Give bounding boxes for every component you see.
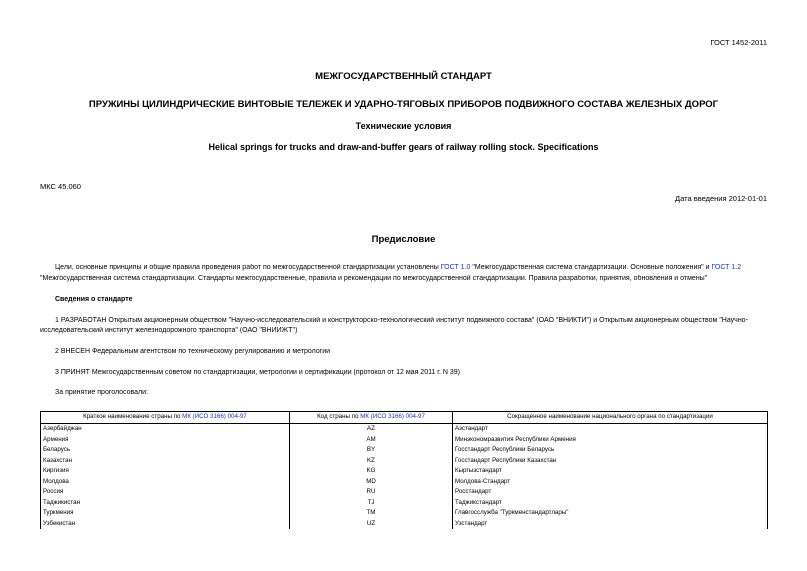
table-row xyxy=(41,508,768,519)
cell-code: RU xyxy=(290,487,453,498)
cell-standards-body: Госстандарт Республики Беларусь xyxy=(453,445,768,456)
cell-country: Россия xyxy=(41,487,290,498)
cell-standards-body: Госстандарт Республики Казахстан xyxy=(453,456,768,467)
cell-country: Киргизия xyxy=(41,466,290,477)
table-header-row xyxy=(41,412,768,424)
cell-code: KZ xyxy=(290,456,453,467)
table-row xyxy=(41,424,768,435)
gost-1-0-link[interactable]: ГОСТ 1.0 xyxy=(440,264,471,271)
cell-standards-body: Минэкономразвития Республики Армения xyxy=(453,435,768,446)
cell-country: Казахстан xyxy=(41,456,290,467)
cell-code: TM xyxy=(290,508,453,519)
standard-type-heading: МЕЖГОСУДАРСТВЕННЫЙ СТАНДАРТ xyxy=(315,71,492,82)
cell-standards-body: Узстандарт xyxy=(453,519,768,530)
cell-standards-body: Азстандарт xyxy=(453,424,768,435)
cell-country: Таджикистан xyxy=(41,498,290,509)
about-standard-heading: Сведения о стандарте xyxy=(55,296,133,303)
cell-country: Узбекистан xyxy=(41,519,290,530)
table-row xyxy=(41,477,768,488)
column-header-code: Код страны по МК (ИСО 3166) 004-97 xyxy=(290,412,453,424)
mk-iso-3166-link[interactable]: МК (ИСО 3166) 004-97 xyxy=(360,413,425,421)
cell-code: BY xyxy=(290,445,453,456)
table-row xyxy=(41,456,768,467)
cell-country: Молдова xyxy=(41,477,290,488)
cell-code: KG xyxy=(290,466,453,477)
cell-code: TJ xyxy=(290,498,453,509)
table-row xyxy=(41,519,768,530)
cell-code: AZ xyxy=(290,424,453,435)
table-row xyxy=(41,445,768,456)
cell-code: UZ xyxy=(290,519,453,530)
document-subtitle: Технические условия xyxy=(355,121,452,131)
cell-code: MD xyxy=(290,477,453,488)
cell-country: Азербайджан xyxy=(41,424,290,435)
introduced-by: 2 ВНЕСЕН Федеральным агентством по техническому регулированию и метрологии xyxy=(55,348,331,355)
column-header-country: Краткое наименование страны по МК (ИСО 3166) 004-97 xyxy=(41,412,290,424)
preface-paragraph-line-1 xyxy=(40,264,807,271)
cell-standards-body: Таджикстандарт xyxy=(453,498,768,509)
document-title: ПРУЖИНЫ ЦИЛИНДРИЧЕСКИЕ ВИНТОВЫЕ ТЕЛЕЖЕК И УДАРНО-ТЯГОВЫХ ПРИБОРОВ ПОДВИЖНОГО СОСТАВА ЖЕЛЕЗНЫХ ДОРОГ xyxy=(88,99,719,110)
voting-countries-table xyxy=(40,411,768,529)
preface-text: Цели, основные принципы и общие правила проведения работ по межгосударственной стандартизации установлены xyxy=(55,264,441,271)
preface-text: "Межгосударственная система стандартизации. Основные положения" и xyxy=(470,264,712,271)
voted-for-label: За принятие проголосовали: xyxy=(55,389,148,396)
table-row xyxy=(41,466,768,477)
developed-by-line-2: исследовательский институт железнодорожного транспорта" (ОАО "ВНИИЖТ") xyxy=(40,327,298,334)
column-header-standards-body: Сокращенное наименование национального органа по стандартизации xyxy=(453,412,768,424)
document-title-english: Helical springs for trucks and draw-and-buffer gears of railway rolling stock. Specifications xyxy=(208,142,599,152)
document-code: ГОСТ 1452-2011 xyxy=(710,38,767,47)
adopted-by: 3 ПРИНЯТ Межгосударственным советом по стандартизации, метрологии и сертификации (протокол от 12 мая 2011 г. N 39) xyxy=(55,369,461,376)
gost-1-2-link[interactable]: ГОСТ 1.2 xyxy=(711,264,742,271)
cell-country: Беларусь xyxy=(41,445,290,456)
cell-country: Армения xyxy=(41,435,290,446)
cell-standards-body: Главгосслужба "Туркменстандартлары" xyxy=(453,508,768,519)
mk-iso-3166-link[interactable]: МК (ИСО 3166) 004-97 xyxy=(182,413,247,421)
cell-standards-body: Росстандарт xyxy=(453,487,768,498)
table-row xyxy=(41,435,768,446)
cell-country: Туркмения xyxy=(41,508,290,519)
preface-heading: Предисловие xyxy=(371,234,436,245)
introduction-date: Дата введения 2012-01-01 xyxy=(675,194,767,203)
cell-standards-body: Молдова-Стандарт xyxy=(453,477,768,488)
developed-by-line-1: 1 РАЗРАБОТАН Открытым акционерным обществом "Научно-исследовательский и конструкторско-технологический институт подвижного состава" (ОАО "ВНИКТИ") и Открытым акционерным обществом "Научно- xyxy=(55,317,748,324)
cell-code: AM xyxy=(290,435,453,446)
table-row xyxy=(41,487,768,498)
cell-standards-body: Кыргызстандарт xyxy=(453,466,768,477)
mks-code: МКС 45.060 xyxy=(40,182,81,191)
preface-paragraph-line-2: "Межгосударственная система стандартизации. Стандарты межгосударственные, правила и рекомендации по межгосударственной стандартизации. Правила разработки, принятия, обновления и отмены" xyxy=(40,275,708,282)
table-row xyxy=(41,498,768,509)
